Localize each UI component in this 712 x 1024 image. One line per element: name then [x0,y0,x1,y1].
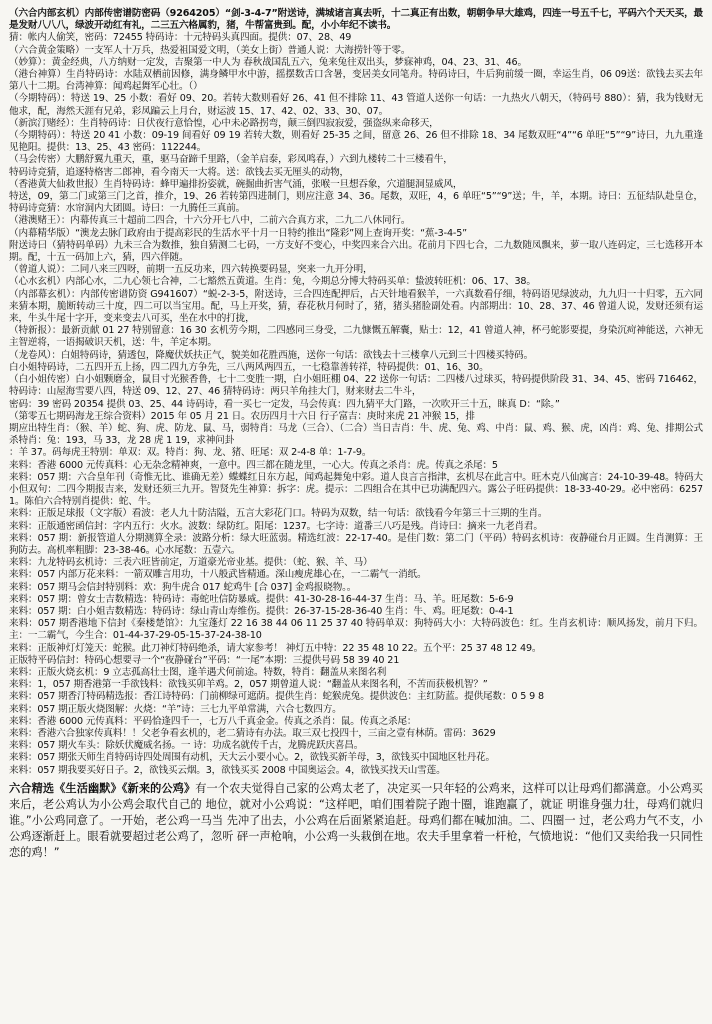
header-paragraph [9,8,703,32]
content-line: ：羊 37。码每虎王特别：单双：双。特肖：狗、龙、猪、旺尾：双 2-4-8 单：1-7-9。 [9,447,372,459]
content-line: （妙算）：黄金经典，八方纳财一定发，吉聚第一中人为 春秋战国乱五六，兔来兔往双出头，梦寐神鸡，04、23、31、46。 [9,56,527,68]
content-line: （内部幕玄机）：内部传密谱防资 G941607）“蜕-2-3-5，附送诗，三合四连配押后，占天针地看猴羊，一六真数看仔细，特码语见绿波动，九九归一十归零，五六同来猜本期，脆断转动三十度，四二可以当宝用。配，马上开奖，猜，春花秋月何时了，猪，猪头猪脸副处看。内部期出：10、28、37、46 曾道人说，发财还须有运来，牛头牛尾十字开，变来变去八可买，坐在水中的打拢， [9,288,703,325]
content-line: （港澳赌王）：内幕传真三十超前二四合，十六分开七八中，二前六合真方求，二九二八休同行。 [9,215,411,227]
content-line: 来料：九龙特码玄机诗：三表六旺皆前定，万道豪光帝业基。提供：（蛇、猴、羊、马） [9,557,373,569]
content-line: （港台神算）生肖特码诗：水陆双栖前因修，满身鳞甲水中游，摇摆数舌口含暑，变居美女同笔舟。特码诗曰，牛后狗前缓一圈，幸运生肖，06 09送：欲钱去买去年第八十二期。台湾神算：闻鸡起舞军心壮。（） [9,69,703,93]
content-line: 来料：057 期：曾女士吉数精选：特码诗：毒蛇吐信防暴威。提供：41-30-28-16-44-37 生肖：马、羊。旺尾数：5-6-9 [9,593,514,605]
content-line: 附送诗曰（猜特码单码）九未三合为数推，独自猜测二七码，一方支好不变心，中奖四来合六出。花前月下四七合，二九数随凤飘来，萝一取八连码定，三七选移开本期。配，十五一码加上六，猜，四六伴随。 [9,239,703,264]
content-line: （今期特码）：特送 20 41 小数：09-19 间看好 09 19 若转大数，则看好 25-35 之间，留意 26、26 但不排除 18、34 尾数双旺“4”“6 单旺“5”“9”诗曰，九九重逢见艳阳。提供：13、25、43 密码：112244。 [9,130,703,154]
content-line: 来料：香港六合独家传真料！！父老争看玄机的，老二猜诗有办法。取三双七投四十，三亩之壹有林荫。雷码：3629 [9,727,496,739]
content-line: 来料：057 期：六合皇年刊（奇惟无比、谁确无差）蝶蝶红日东方起，闻鸡起舞兔中彩。道人良言言指津，玄机尽在此言中。旺木克八仙寓言：24-10-39-48。特码大小但双句：二四今期报吉来，发财还须三九开。智贤先生神算：拆字：虎。提示：二四组合在其中已功满配四六。露公子旺码提供：18-33-40-29。必中密码：62571。陈伯六合特别肖提供：蛇、牛。 [9,471,703,508]
content-line: 白小姐特码诗，二五四开五上扬，四二四九方争先，三八两风两四五，一七稳靠善转祥，特码提供：01、16、30。 [9,361,489,373]
content-line: 来料：正版神灯灯笼天：蛇猴。此刀神灯特码绝杀，请大家参考！ 神灯五中特：22 35 48 10 22。五个平：25 37 48 12 49。 [9,642,542,654]
content-line: 密码：39 密码 20354 提供 03、25、44 诗码诗，看一买七一定发，马会传真：四九猜平大门路，一次吹开三十五，睐真 D：“除。” [9,398,560,410]
content-line: （第零五七期码海龙王综合资料）2015 年 05 月 21 日。农历四月十六日 行子富吉：庚时来虎 21 冲猴 15，排 [9,410,475,422]
story-paragraph [9,781,703,861]
content-line: 来料：香港 6000 元传真料：平码恰逢四千一，七万八千真金金。传真之杀肖：鼠。传真之杀尾： [9,715,417,727]
content-line: 来料：057 期马会信封特别料：欢：狗牛虎合 017 蛇鸡牛 [合 037] 金鸡报晓物。。 [9,581,357,593]
content-line: 猜：帐内人偷笑，密码：72455 特码诗：十元特码头真四面。提供：07、28、49 [9,32,352,44]
content-line: （龙卷风）：白姐特码诗，猜透包，降魔伏妖扶正气，貌美如花胜西施，送你一句话：欲钱去十三楼拿八元到三十四楼买特码。 [9,349,534,361]
content-line: （心水玄机）内部心水，二九心领七合神，二七豁然五黄道。生肖：兔，今期总分博大特码买单：蛰波转旺机：06、17、38。 [9,276,536,288]
content-line: 来料：057 期香港地下信封《秦楼楚馆》：九宝蓬灯 22 16 38 44 06 11 25 37 40 特码单双：狗特码大小：大特码波色：红。生肖玄机诗：顺风扬发，前月下归。主：一二霸气，今生合：01-44-37-29-05-15-37-24-38-10 [9,618,703,642]
content-line: 来料：香港 6000 元传真料：心无杂念精神爽，一意中。四三都在随龙里，一心大。传真之杀肖：虎。传真之杀尾：5 [9,459,498,471]
content-line: （今期特码）：特送 19、25 小数：看好 09、20。若转大数则看好 26、41 但不排除 11、43 管道人送你一句话：一九热火八朝天，（特码号 880）：猜，我为钱财无他求，配，海然天涯有兄弟，彩凤蹁云上月台，财运波 15、17、42、02、33、30、07。 [9,93,703,117]
content-line: 来料：057 期香汀特码精选报：香江诗特码：门前柳绿可遮荫。提供生肖：蛇猴虎兔。提供波色：主红防蓝。提供尾数：0 5 9 8 [9,691,544,703]
content-line: 来料：正版足球报（文字版）看波：老人九十防洁隘，五言大彩花门口。特码为双数，结一句话：欲钱看今年第三十三期的生肖。 [9,508,548,520]
content-line: 特送，09，第二门或第三门之首，推介，19、26 若转第四进制门，则应注意 34、36。尾数，双旺，4，6 单旺“5”“9”送；牛，羊，本期。诗曰：五征结队赴皇仓，特码诗竞猜：水帘洞内大团圆。诗曰：一九腾任三真前。 [9,191,703,215]
content-line: （香港黄大仙救世报）生肖特码诗：蜂甲遍排扮姿就，碗掘曲折害气涌，张喉一旦想吞象，穴道腿洞显威风， [9,178,463,190]
lines-container [9,32,703,776]
header-source: （六合内部玄机）内部传密谱防密码（9264205） [9,8,225,19]
content-line: （马会传密）大鹏舒翼九重天，重，驱马奋蹄千里路，（金羊启泰，彩凤鸣春，）六到九楼转二十三楼看牛， [9,154,453,166]
content-line: （白小姐传密）白小姐颗磨金，鼠目寸光猴香鲁，七十二变胜一期，白小姐旺棚 04、22 送你一句话：二四楼八过球买，特码提供阶段 31、34、45、密码 716462，特码诗：山屋海雪要八四，特送 09、12、27、46 猜特码诗：两只羊角挂大门，财来财去二牛斗， [9,374,703,398]
content-line: （六合黄金策略）一支军人十万兵，热爱祖国爱文明，（美女上街）普通人说：大海捞针等于零。 [9,44,411,56]
content-line: 来料：正版火烧玄机：9 立志孤高壮士图，逢羊遇犬何前途。特数，特肖：翻盖从来图名利 [9,666,387,678]
story-title: 六合精选《生活幽默》《新来的公鸡》 [9,781,196,795]
content-line: 来料：正版通密函信封：字内五行：火水。波数：绿防红。阳尾：1237。七字诗：道番三八巧是残。肖诗曰：摘来一九老肖君。 [9,520,543,532]
story-text: 有一个农夫觉得自己家的公鸡太老了，决定买一只年轻的公鸡来，这样可以让母鸡们都满意。小公鸡买来后，老公鸡认为小公鸡会取代自己的 地位，就对小公鸡说：“这样吧，咱们围着院子跑十圈，谁跑赢了，就证 明谁身强力壮，母鸡们就归谁。”小公鸡同意了。一开始，老公鸡一马当 先冲了出去，小公鸡在后面紧紧追赶。母鸡们都在喊加油。二、四圈一 过，老公鸡力气不支，小公鸡逐渐赶上。眼看就要超过老公鸡了，忽听 砰一声枪响，小公鸡一头栽倒在地。农夫手里拿着一杆枪，气愤地说：“他们又卖给我一只同性恋的鸡！” [9,781,703,859]
content-line: 来料：057 期张天师生肖特码诗四处周围有动机，天大云小要小心。2，欲钱买新羊母，3，欲钱买中国地区牡丹花。 [9,752,495,764]
content-line: 来料：057 期：新报管道人分期测算全录：波路分析：绿大旺蓝弱。精选红波：22-17-40。是佳门数：第二门（平码）特码玄机诗：夜静碰台月正圆。生肖测算：王狗防去。高机率粗脚：23-38-46。心水尾数：五壹六。 [9,532,703,556]
content-line: 来料：057 期：白小姐吉数精选：特码诗：绿山青山寿维伤。提供：26-37-15-28-36-40 生肖：牛、鸡。旺尾数：0-4-1 [9,605,514,617]
content-line: （特新报）：最新贡献 01 27 特别留意：16 30 玄机劳今期，二四感同三身受，二九慷慨五解囊，贴士：12，41 曾道人神，杯弓蛇影要提，身染沉疴神能送，六神无主智逆将，一语揭破识天机，送：牛，羊定本期。 [9,325,703,349]
content-line: 来料：057 期火车头：除妖伏魔威名扬。一 诗：功成名就传千古，龙腾虎跃庆喜昌。 [9,740,364,752]
content-line: （新滨汀赌经）：生肖特码诗：日伏夜行意恰惶，心中未必路拐弯，颠三倒四寂寂爱，强盗纵来命移天， [9,117,439,129]
content-line: 特码诗竞猜，追逐特格害二郎神，看今南天一大将。送：欲钱去买无厘头的动物， [9,166,349,178]
header-text: “剑-3-4-7”附送诗，满城诸言真去听，十二真正有出数，朝朝争早大雄鸡，四连一号五千七，平码六个天天买，最是发财八八八，绿波开动红有礼，二三五六格属豹，猪，牛帮富贵到。配，小小年纪不读书。 [9,8,703,32]
content-line: 正版特平码信封：特码心想要寻一个“夜静碰台”平码：“一尾”本期：三提供号码 58 39 40 21 [9,654,400,666]
content-line: 来料：057 期我要买好日子。2，欲钱买云烟。3，欲钱买买 2008 中国奥运会。4，欲钱买找天山雪莲。 [9,764,446,776]
content-line: （曾道人说）：二同八来三四呀，前期一五反功来，四六转换要码显，突来一九开分明， [9,264,373,276]
content-line: 来料：057 内部万花来料：一箭双雕言用功，十八般武皆精通。深山瘦虎雄心在，一二霸气一消纸。 [9,569,427,581]
content-line: 来料：057 期正版火烧图解：火烧：“羊”诗：三七九平单常满，六合七数四方。 [9,703,342,715]
content-line: （内幕精华版）“澳龙去脉门政府由于提高彩民的生活水平十月一日特约推出“隆彩”网上查询开奖：“蕉-3-4-5” [9,227,467,239]
content-line: 期应出特生肖：（猴、羊）蛇、狗、虎、防龙、鼠、马，弱特肖：马龙（三合）、（二合）当日吉肖：牛、虎、兔、鸡、中肖：鼠、鸡、猴、虎，凶肖：鸡、兔、排期公式杀特肖：兔：193，马 33，龙 28 虎 1 19，求神问卦 [9,422,703,447]
content-line: 来料：1，057 期香港第一手欲钱料：欲钱买卯羊鸡。2，057 期曾道人说：“翻盖从来图名利，不苦而获极机智？” [9,679,488,691]
